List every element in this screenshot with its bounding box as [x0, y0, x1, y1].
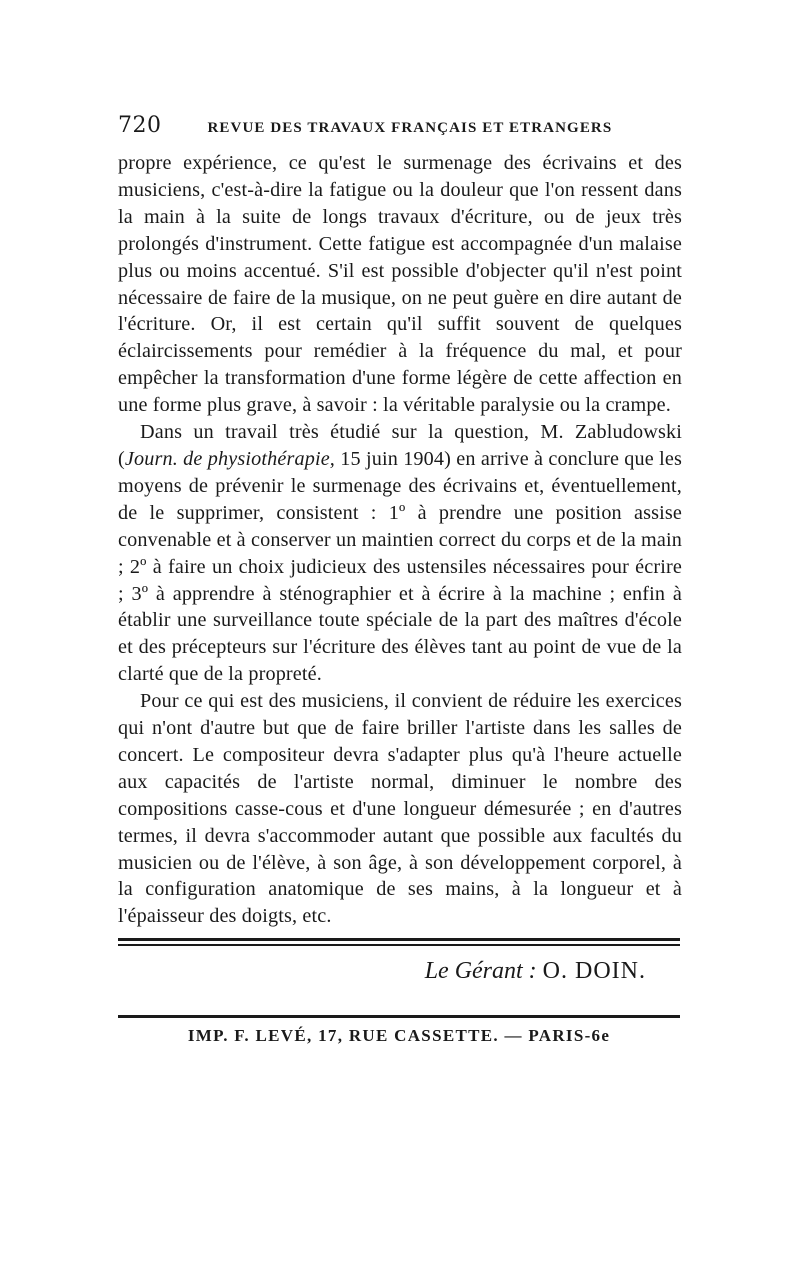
gerant-signature: [425, 958, 646, 985]
page-header: [118, 113, 680, 143]
running-title: REVUE DES TRAVAUX FRANÇAIS ET ETRANGERS: [207, 120, 613, 136]
paragraph-1: propre expérience, ce qu'est le surmenage des écrivains et des musiciens, c'est-à-dire la fatigue ou la douleur que l'on ressent dans la main à la suite de longs travaux d'écriture, ou de jeux très prolongés d'instrument. Cette fatigue est accompagnée d'un malaise plus ou moins accentué. S'il est possible d'objecter qu'il n'est point nécessaire de faire de la musique, on ne peut guère en dire autant de l'écriture. Or, il est certain qu'il suffit souvent de quelques éclaircissements pour remédier à la fréquence du mal, et pour empêcher la transformation d'une forme légère de cette affection en une forme plus grave, à savoir : la véritable paralysie ou la crampe.: [118, 152, 682, 417]
article-body: [118, 150, 682, 930]
gerant-label: Le Gérant :: [424, 958, 537, 984]
double-rule-bottom: [118, 944, 680, 946]
paragraph-2-start: Dans un travail très étudié sur la question, M. Zabludowski (: [118, 421, 682, 470]
double-rule-top: [118, 938, 680, 941]
paragraph-2: [118, 419, 682, 688]
paragraph-2-end: 15 juin 1904) en arrive à conclure que les moyens de prévenir le surmenage des écrivains et, éventuellement, de le supprimer, consistent : 1º à prendre une position assise convenable et à conserver un maintien correct du corps et de la main ; 2º à faire un choix judicieux des ustensiles nécessaires pour écrire ; 3º à apprendre à sténographier et à écrire à la machine ; enfin à établir une surveillance toute spéciale de la part des maîtres d'école et des précepteurs sur l'écriture des élèves tant au point de vue de la clarté que de la propreté.: [118, 447, 682, 686]
gerant-name: O. DOIN.: [542, 958, 646, 984]
paragraph-3: Pour ce qui est des musiciens, il convient de réduire les exercices qui n'ont d'autre but que de faire briller l'artiste dans les salles de concert. Le compositeur devra s'adapter plus qu'à l'heure actuelle aux capacités de l'artiste normal, diminuer le nombre des compositions casse-cous et d'une longueur démesurée ; en d'autres termes, il devra s'accommoder autant que possible aux facultés du musicien ou de l'élève, à son âge, à son développement corporel, à la configuration anatomique de ses mains, à la longueur et à l'épaisseur des doigts, etc.: [118, 690, 682, 928]
printer-imprint: IMP. F. LEVÉ, 17, RUE CASSETTE. — PARIS-6e: [187, 1026, 611, 1045]
imprint-rule: [118, 1015, 680, 1018]
page-number: 720: [118, 113, 162, 138]
journal-citation: Journ. de physiothérapie,: [124, 447, 336, 470]
